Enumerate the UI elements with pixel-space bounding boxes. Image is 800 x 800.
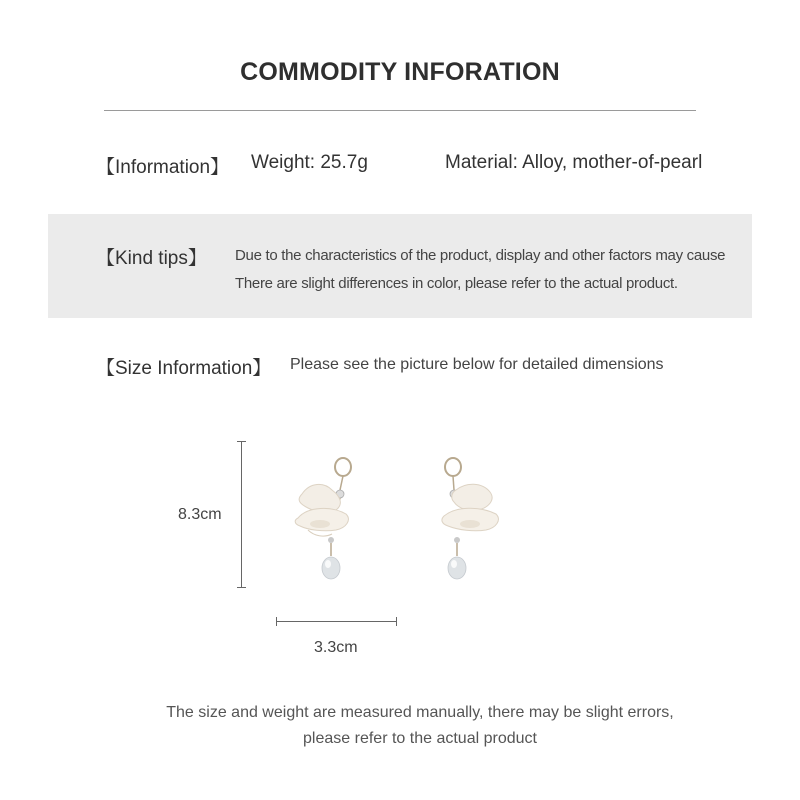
footer-note-line-2: please refer to the actual product <box>303 730 537 747</box>
size-information-text: Please see the picture below for detailed dimensions <box>290 356 664 373</box>
width-dimension-line <box>276 621 397 622</box>
height-dimension-cap-top <box>237 441 246 442</box>
kind-tips-line-1: Due to the characteristics of the product, display and other factors may cause <box>235 247 726 264</box>
width-dimension-cap-right <box>396 617 397 626</box>
kind-tips-label: 【Kind tips】 <box>96 248 207 269</box>
width-dimension-label: 3.3cm <box>314 639 358 656</box>
material-value: Material: Alloy, mother-of-pearl <box>445 152 703 173</box>
information-label: 【Information】 <box>96 157 230 178</box>
height-dimension-cap-bottom <box>237 587 246 588</box>
weight-value: Weight: 25.7g <box>251 152 368 173</box>
width-dimension-cap-left <box>276 617 277 626</box>
earring-left-image <box>280 452 360 592</box>
earring-right-image <box>428 452 508 592</box>
size-information-label: 【Size Information】 <box>96 358 272 379</box>
height-dimension-label: 8.3cm <box>178 506 222 523</box>
title-divider <box>104 110 696 111</box>
kind-tips-panel <box>48 214 752 318</box>
page-title: COMMODITY INFORATION <box>240 58 560 86</box>
height-dimension-line <box>241 441 242 588</box>
kind-tips-line-2: There are slight differences in color, please refer to the actual product. <box>235 275 678 292</box>
footer-note-line-1: The size and weight are measured manually, there may be slight errors, <box>166 704 674 721</box>
